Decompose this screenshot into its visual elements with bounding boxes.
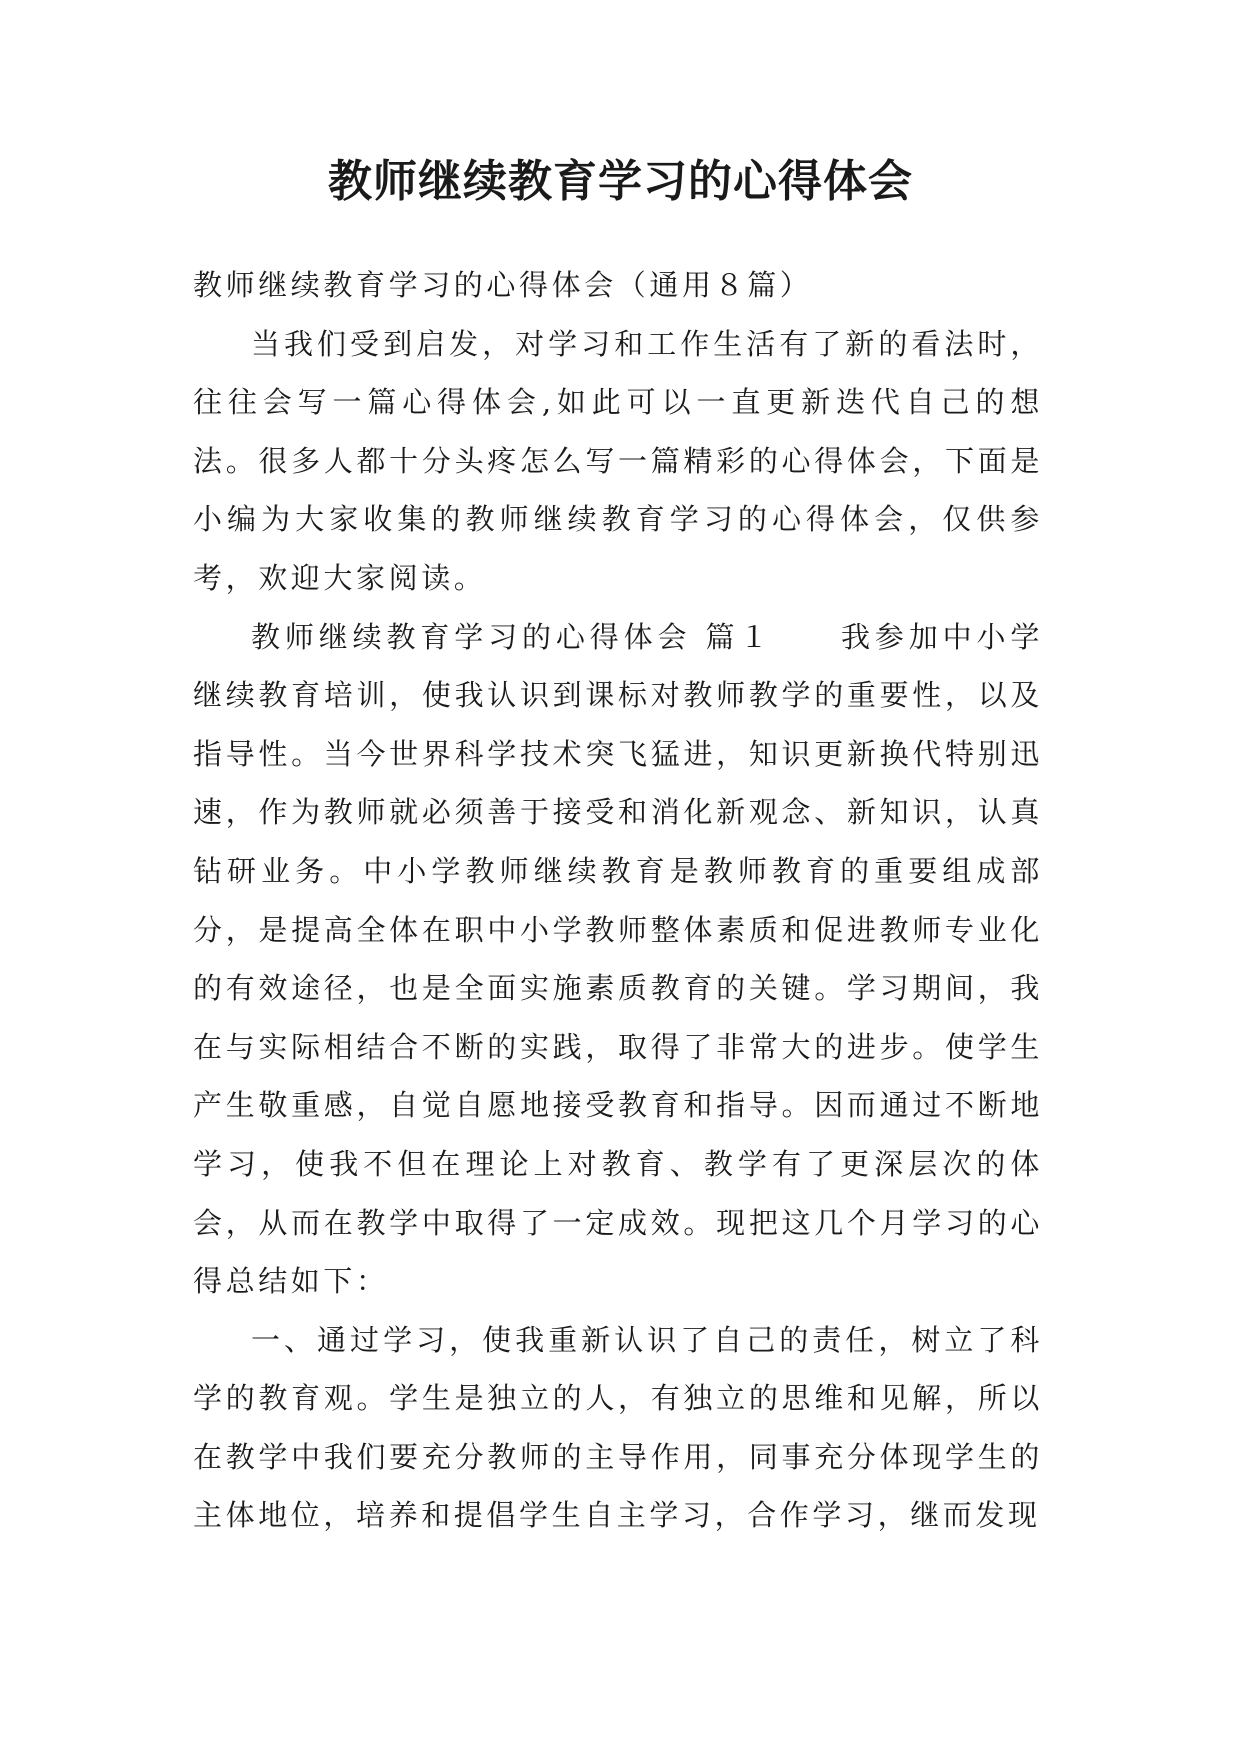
intro-paragraph: 当我们受到启发，对学习和工作生活有了新的看法时，往往会写一篇心得体会,如此可以一直更新迭代自己的想法。很多人都十分头疼怎么写一篇精彩的心得体会，下面是小编为大家收集的教师继续教育学习的心得体会，仅供参考，欢迎大家阅读。 bbox=[193, 326, 1043, 595]
document-title: 教师继续教育学习的心得体会 bbox=[328, 156, 913, 207]
point-1-paragraph: 一、通过学习，使我重新认识了自己的责任，树立了科学的教育观。学生是独立的人，有独立的思维和见解，所以在教学中我们要充分教师的主导作用，同事充分体现学生的主体地位，培养和提倡学生自主学习，合作学习，继而发现 bbox=[193, 1322, 1043, 1533]
document-body bbox=[193, 256, 1043, 1545]
document-subtitle: 教师继续教育学习的心得体会（通用８篇） bbox=[193, 268, 813, 302]
section-1-paragraph: 教师继续教育学习的心得体会 篇１ 我参加中小学继续教育培训，使我认识到课标对教师教学的重要性，以及指导性。当今世界科学技术突飞猛进，知识更新换代特别迅速，作为教师就必须善于接受和消化新观念、新知识，认真钻研业务。中小学教师继续教育是教师教育的重要组成部分，是提高全体在职中小学教师整体素质和促进教师专业化的有效途径，也是全面实施素质教育的关键。学习期间，我在与实际相结合不断的实践，取得了非常大的进步。使学生产生敬重感，自觉自愿地接受教育和指导。因而通过不断地学习，使我不但在理论上对教育、教学有了更深层次的体会，从而在教学中取得了一定成效。现把这几个月学习的心得总结如下： bbox=[193, 619, 1043, 1299]
